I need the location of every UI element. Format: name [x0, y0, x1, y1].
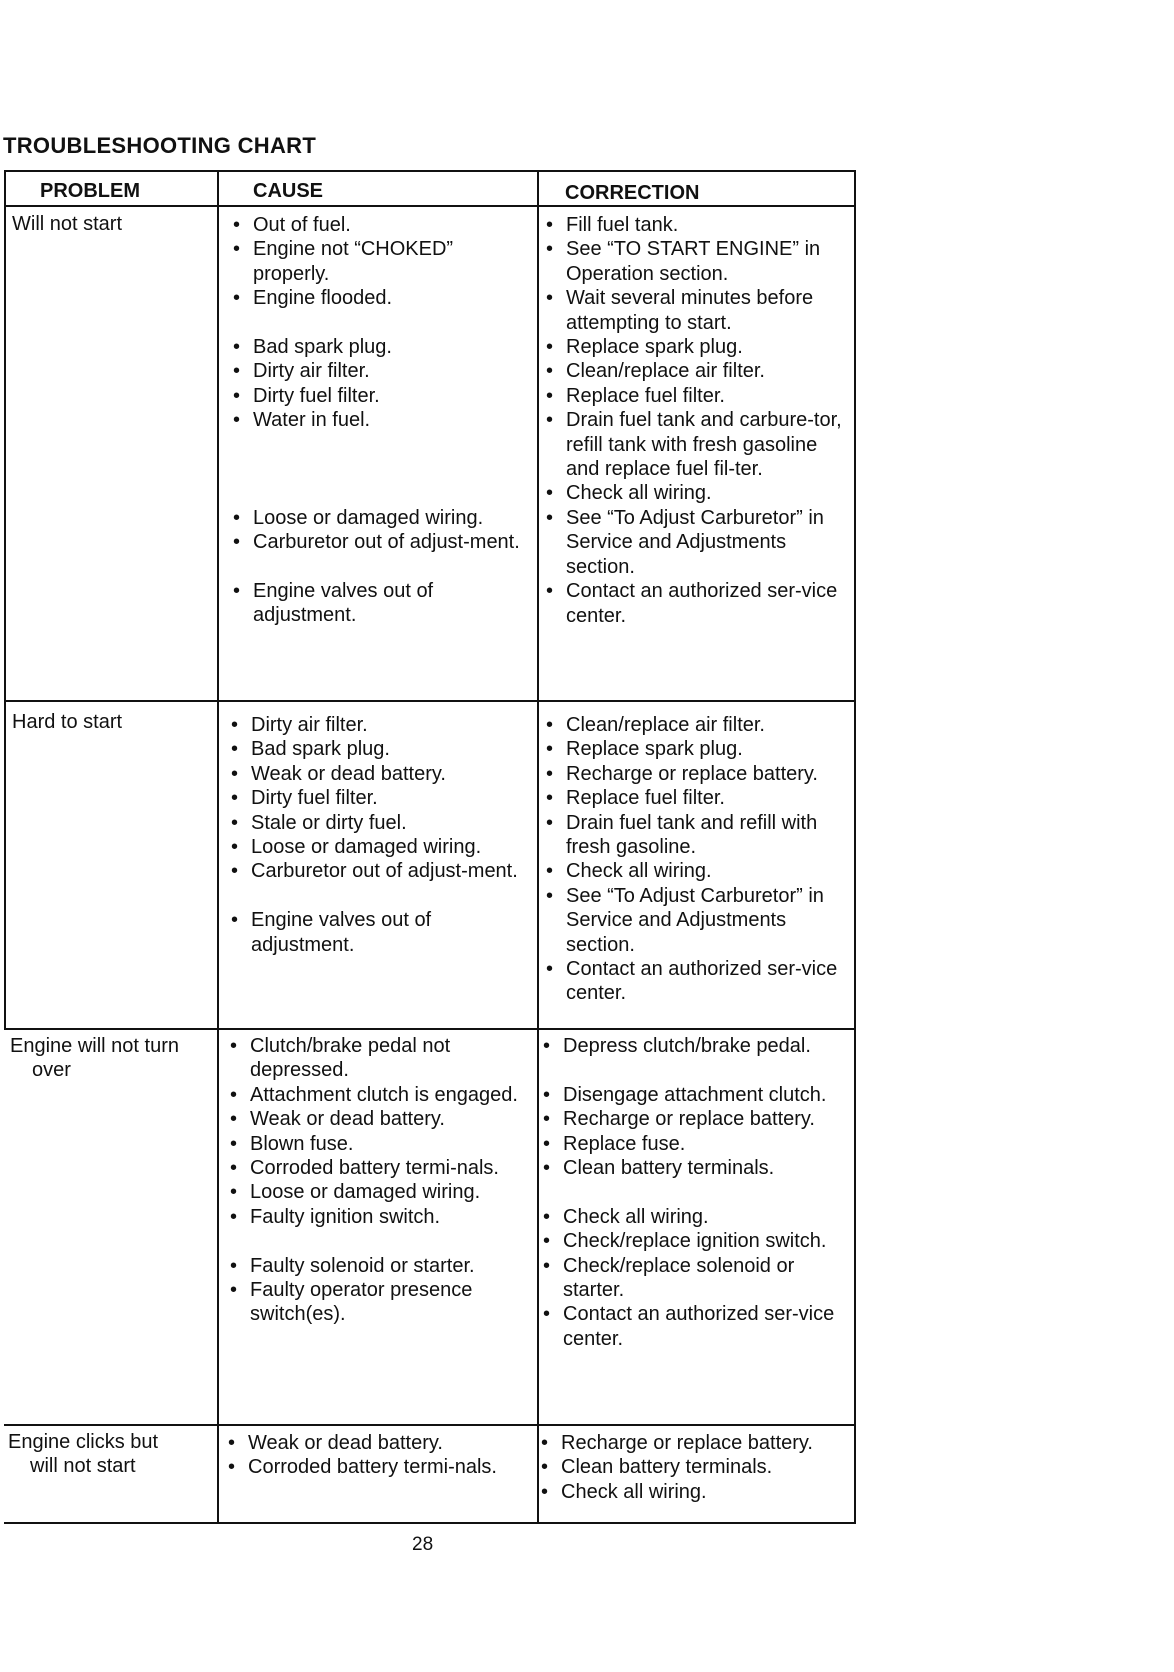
correction-item: • Contact an authorized ser-vice center.: [542, 957, 852, 1006]
cause-cell: [226, 1034, 534, 1327]
cause-item: • Faulty ignition switch.: [226, 1205, 534, 1229]
chart-title: TROUBLESHOOTING CHART: [3, 133, 317, 158]
problem-cell: [12, 710, 207, 734]
cause-cell: [229, 213, 529, 628]
problem-text-continued: will not start: [30, 1455, 136, 1478]
correction-item: • Recharge or replace battery.: [537, 1431, 851, 1455]
cause-item: • Blown fuse.: [226, 1132, 534, 1156]
correction-item: • Disengage attachment clutch.: [539, 1083, 851, 1107]
problem-text: Engine clicks but: [8, 1431, 159, 1453]
row-rule-3: [4, 1424, 856, 1426]
problem-cell: [12, 212, 207, 236]
cause-item: • Water in fuel.: [229, 408, 529, 432]
cause-item: • Bad spark plug.: [227, 737, 532, 761]
correction-cell: [539, 1034, 851, 1351]
correction-item: • Contact an authorized ser-vice center.: [542, 579, 852, 628]
correction-item: • Fill fuel tank.: [542, 213, 852, 237]
cause-item: • Dirty fuel filter.: [229, 384, 529, 408]
cause-item: • Bad spark plug.: [229, 335, 529, 359]
problem-cell: [10, 1034, 205, 1083]
correction-item: • Check all wiring.: [542, 481, 852, 505]
correction-item: • Check/replace solenoid or starter.: [539, 1254, 851, 1303]
cause-item: • Stale or dirty fuel.: [227, 811, 532, 835]
correction-item: • Depress clutch/brake pedal.: [539, 1034, 851, 1058]
correction-cell: [542, 213, 852, 628]
correction-item: • Drain fuel tank and refill with fresh gasoline.: [542, 811, 852, 860]
cause-cell: [227, 713, 532, 957]
left-border: [4, 170, 6, 1030]
cause-cell: [224, 1431, 534, 1480]
correction-item: • Wait several minutes before attempting to start.: [542, 286, 852, 335]
header-rule: [4, 205, 856, 207]
header-cause: CAUSE: [253, 180, 324, 202]
cause-item: • Loose or damaged wiring.: [229, 506, 529, 530]
cause-item: • Dirty air filter.: [229, 359, 529, 383]
cause-item: • Dirty fuel filter.: [227, 786, 532, 810]
cause-item: • Loose or damaged wiring.: [227, 835, 532, 859]
troubleshooting-table: [4, 170, 858, 1524]
cause-item: • Weak or dead battery.: [227, 762, 532, 786]
correction-item: • Drain fuel tank and carbure-tor, refill tank with fresh gasoline and replace fuel fil-ter.: [542, 408, 852, 481]
correction-item: • Check all wiring.: [539, 1205, 851, 1229]
problem-text: Engine will not turn: [10, 1035, 179, 1057]
cause-item: • Engine valves out of adjustment.: [227, 908, 532, 957]
correction-item: • Recharge or replace battery.: [542, 762, 852, 786]
correction-item: • Recharge or replace battery.: [539, 1107, 851, 1131]
cause-item: • Engine flooded.: [229, 286, 529, 310]
cause-item: • Engine not “CHOKED” properly.: [229, 237, 529, 286]
correction-item: • See “TO START ENGINE” in Operation section.: [542, 237, 852, 286]
problem-text-continued: over: [32, 1059, 71, 1082]
cause-item: • Weak or dead battery.: [224, 1431, 534, 1455]
cause-item: • Corroded battery termi-nals.: [226, 1156, 534, 1180]
cause-item: • Clutch/brake pedal not depressed.: [226, 1034, 534, 1083]
correction-item: • Replace spark plug.: [542, 737, 852, 761]
top-border: [4, 170, 856, 172]
correction-cell: [537, 1431, 851, 1504]
correction-item: • See “To Adjust Carburetor” in Service and Adjustments section.: [542, 506, 852, 579]
correction-item: • Clean/replace air filter.: [542, 359, 852, 383]
cause-item: • Attachment clutch is engaged.: [226, 1083, 534, 1107]
correction-item: • Check/replace ignition switch.: [539, 1229, 851, 1253]
correction-item: • Contact an authorized ser-vice center.: [539, 1302, 851, 1351]
correction-item: • See “To Adjust Carburetor” in Service and Adjustments section.: [542, 884, 852, 957]
cause-item: • Faulty operator presence switch(es).: [226, 1278, 534, 1327]
page-number: 28: [412, 1534, 434, 1555]
correction-item: • Check all wiring.: [537, 1480, 851, 1504]
cause-item: • Carburetor out of adjust-ment.: [229, 530, 529, 554]
header-problem: PROBLEM: [40, 180, 140, 202]
correction-item: • Clean battery terminals.: [537, 1455, 851, 1479]
correction-item: • Replace fuel filter.: [542, 786, 852, 810]
cause-item: • Engine valves out of adjustment.: [229, 579, 529, 628]
row-rule-2: [4, 1028, 856, 1030]
correction-item: • Replace spark plug.: [542, 335, 852, 359]
problem-text: Hard to start: [12, 711, 123, 733]
problem-text: Will not start: [12, 213, 123, 235]
cause-item: • Corroded battery termi-nals.: [224, 1455, 534, 1479]
cause-item: • Out of fuel.: [229, 213, 529, 237]
right-border: [854, 170, 856, 1524]
row-rule-1: [4, 700, 856, 702]
problem-cell: [8, 1430, 203, 1479]
bottom-border: [4, 1522, 856, 1524]
correction-item: • Clean battery terminals.: [539, 1156, 851, 1180]
correction-item: • Clean/replace air filter.: [542, 713, 852, 737]
correction-cell: [542, 713, 852, 1006]
cause-item: • Dirty air filter.: [227, 713, 532, 737]
correction-item: • Check all wiring.: [542, 859, 852, 883]
header-correction: CORRECTION: [565, 182, 700, 204]
cause-item: • Loose or damaged wiring.: [226, 1180, 534, 1204]
cause-item: • Faulty solenoid or starter.: [226, 1254, 534, 1278]
cause-item: • Weak or dead battery.: [226, 1107, 534, 1131]
column-divider-1: [217, 170, 219, 1524]
correction-item: • Replace fuel filter.: [542, 384, 852, 408]
cause-item: • Carburetor out of adjust-ment.: [227, 859, 532, 883]
correction-item: • Replace fuse.: [539, 1132, 851, 1156]
